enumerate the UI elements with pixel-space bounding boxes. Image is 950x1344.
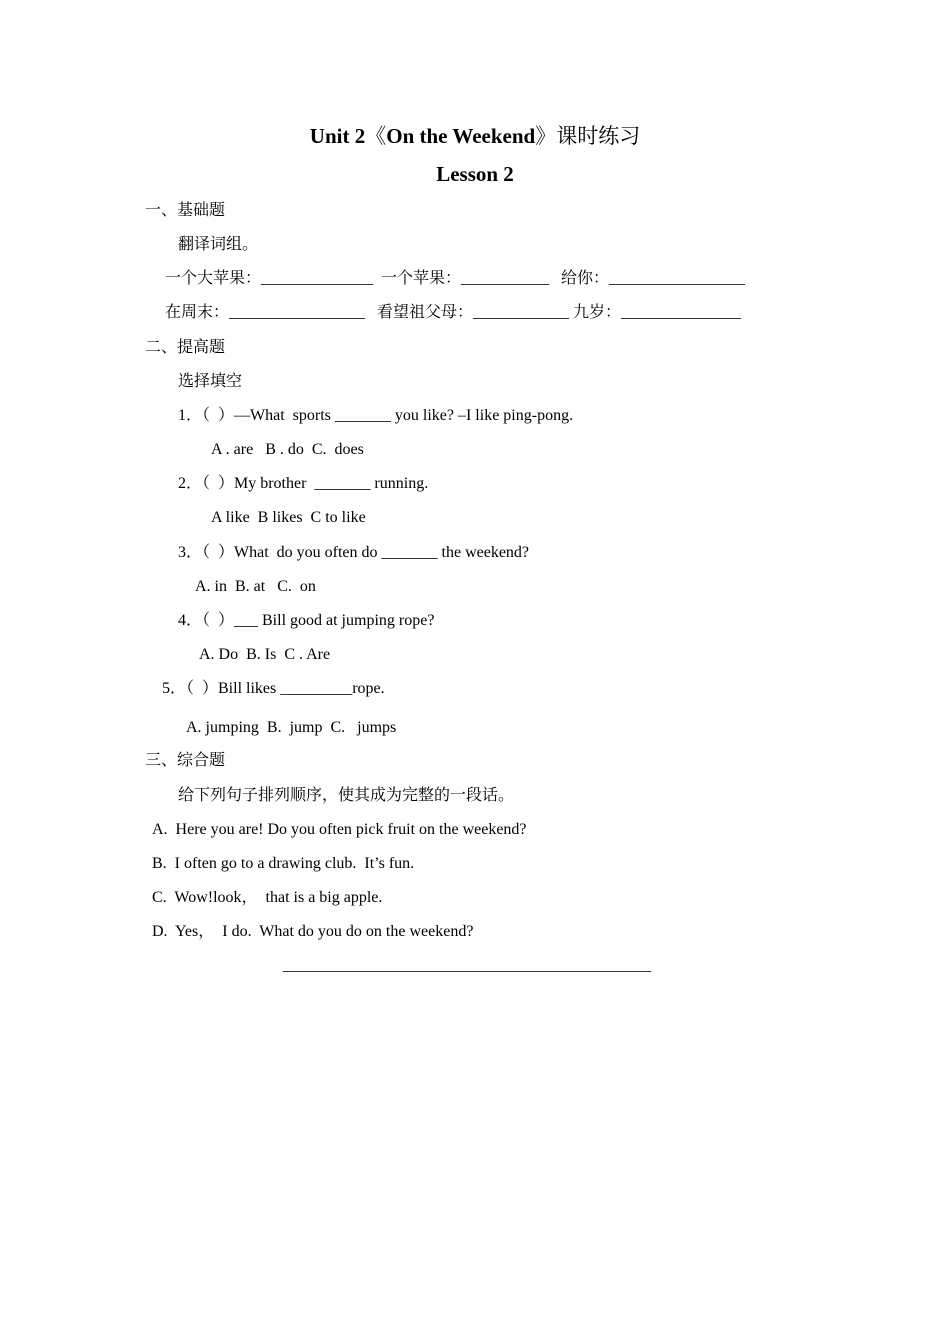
section2-heading: 二、提高题 [145, 339, 226, 356]
title-suffix: 课时练习 [556, 124, 641, 148]
question-4-stem: 4．（ ）___ Bill good at jumping rope? [178, 612, 435, 629]
sentence-c: C. Wow!look， that is a big apple. [152, 889, 383, 906]
title-open-bracket: 《 [365, 124, 387, 148]
question-1-options: A . are B . do C. does [211, 441, 364, 458]
page-subtitle: Lesson 2 [436, 162, 514, 186]
vocab-row-1: 一个大苹果：______________ 一个苹果：___________ 给你：_________________ [165, 270, 746, 287]
question-2-options: A like B likes C to like [211, 509, 366, 526]
question-5-options: A. jumping B. jump C. jumps [186, 719, 397, 736]
question-1-stem: 1．（ ）—What sports _______ you like? –I like ping-pong. [178, 407, 574, 424]
sentence-d: D. Yes， I do. What do you do on the weekend? [152, 923, 474, 940]
page-title [0, 123, 950, 149]
answer-line: ______________________________________________ [283, 957, 651, 974]
section3-heading: 三、综合题 [145, 752, 226, 769]
title-unit: Unit 2 [309, 124, 366, 148]
vocab-row-2: 在周末：_________________ 看望祖父母：____________ 九岁：_______________ [165, 304, 742, 321]
section2-instruction: 选择填空 [178, 373, 243, 390]
question-5-stem: 5．（ ）Bill likes _________rope. [162, 680, 385, 697]
question-3-options: A. in B. at C. on [195, 578, 316, 595]
title-name: On the Weekend [386, 124, 536, 148]
section1-heading: 一、基础题 [145, 202, 226, 219]
question-2-stem: 2．（ ）My brother _______ running. [178, 475, 429, 492]
sentence-b: B. I often go to a drawing club. It’s fun. [152, 855, 415, 872]
sentence-a: A. Here you are! Do you often pick fruit on the weekend? [152, 821, 527, 838]
section1-instruction: 翻译词组。 [178, 236, 259, 253]
question-4-options: A. Do B. Is C . Are [199, 646, 331, 663]
title-close-bracket: 》 [535, 124, 557, 148]
section3-instruction: 给下列句子排列顺序，使其成为完整的一段话。 [178, 787, 515, 804]
question-3-stem: 3．（ ）What do you often do _______ the weekend? [178, 544, 530, 561]
